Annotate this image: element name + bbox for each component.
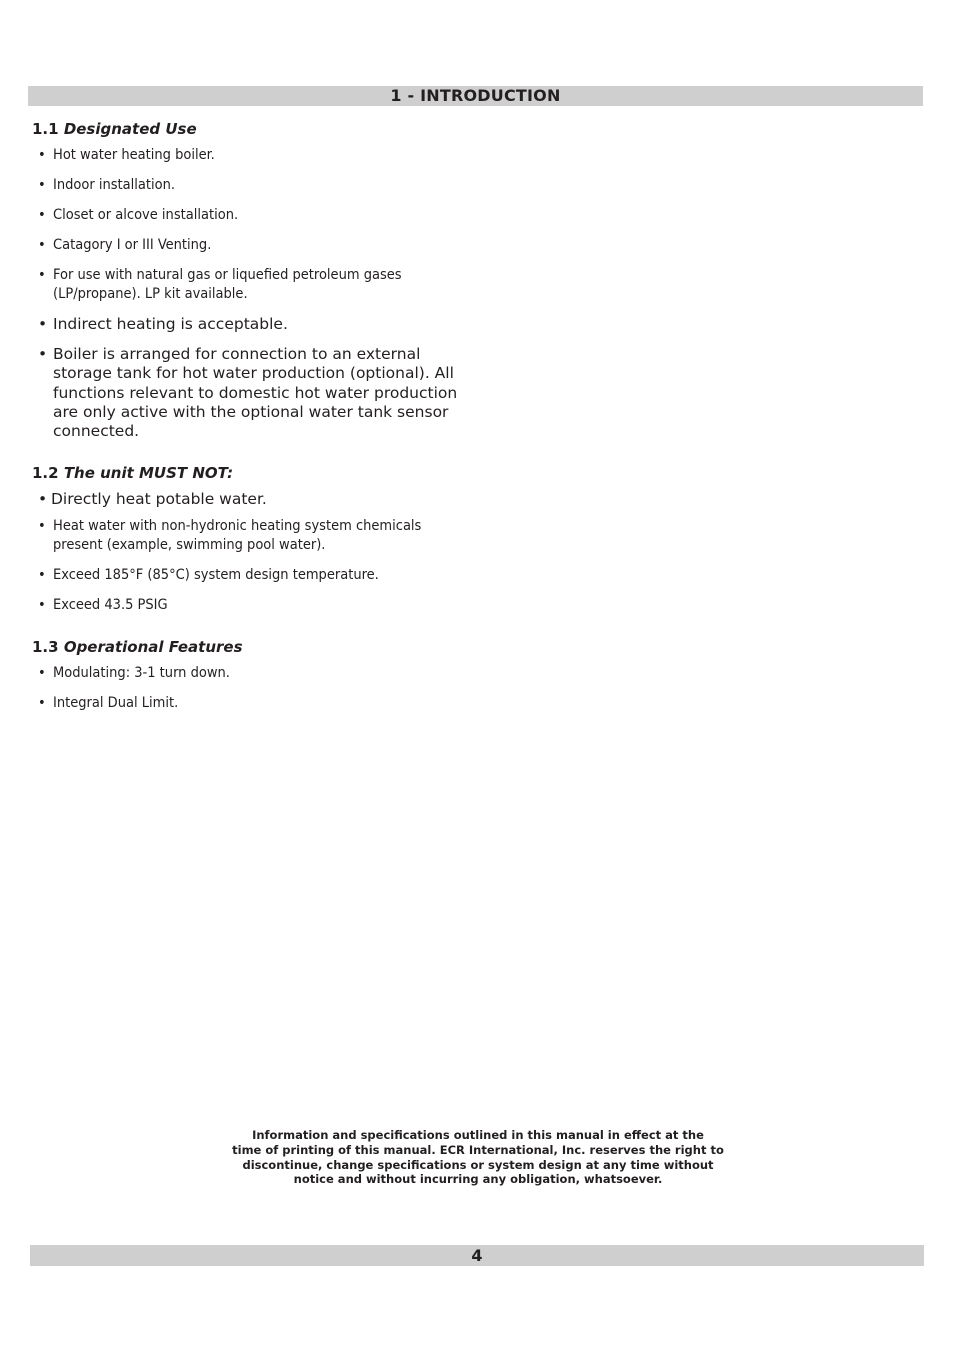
bullet-icon: • bbox=[38, 490, 48, 508]
bullet-icon: • bbox=[38, 315, 48, 333]
list-item bbox=[38, 266, 458, 304]
list-item bbox=[38, 236, 478, 255]
list-item-text: Integral Dual Limit. bbox=[53, 695, 179, 711]
section-number: 1.3 bbox=[32, 638, 59, 656]
section-number: 1.2 bbox=[32, 464, 59, 482]
disclaimer-line: Information and specifications outlined in this manual in effect at the bbox=[252, 1128, 704, 1142]
section-header-bar bbox=[28, 86, 923, 106]
list-item bbox=[38, 596, 478, 615]
list-item-text: Catagory I or III Venting. bbox=[53, 237, 212, 253]
bullet-icon: • bbox=[38, 207, 46, 223]
list-item-text: Hot water heating boiler. bbox=[53, 147, 215, 163]
list-item bbox=[38, 566, 478, 585]
list-item-text: Heat water with non-hydronic heating system chemicals present (example, swimming pool water). bbox=[53, 518, 422, 553]
section-number: 1.1 bbox=[32, 120, 59, 138]
section-title: The unit MUST NOT: bbox=[63, 464, 234, 482]
bullet-icon: • bbox=[38, 345, 48, 363]
disclaimer-line: notice and without incurring any obligation, whatsoever. bbox=[293, 1172, 663, 1187]
list-item bbox=[38, 664, 478, 683]
list-item bbox=[38, 694, 478, 713]
section-heading-unit-must-not bbox=[32, 464, 233, 482]
list-item-text: Closet or alcove installation. bbox=[53, 207, 239, 223]
section-heading-designated-use bbox=[32, 120, 197, 138]
footer-bar bbox=[30, 1245, 924, 1266]
bullet-icon: • bbox=[38, 267, 46, 283]
page-number: 4 bbox=[471, 1246, 483, 1265]
page-title: 1 - INTRODUCTION bbox=[390, 86, 561, 105]
list-item-text: Modulating: 3-1 turn down. bbox=[53, 665, 230, 681]
section-heading-operational-features bbox=[32, 638, 243, 656]
list-item-text: Exceed 185°F (85°C) system design temperature. bbox=[53, 567, 379, 583]
list-item-text: Boiler is arranged for connection to an external storage tank for hot water production (optional). All functions relevant to domestic hot water production are only active with the optional water tank sensor connected. bbox=[53, 345, 458, 441]
bullet-icon: • bbox=[38, 237, 46, 253]
list-item bbox=[38, 345, 470, 441]
list-item bbox=[38, 206, 478, 225]
section-title: Operational Features bbox=[63, 638, 243, 656]
disclaimer-line: time of printing of this manual. ECR International, Inc. reserves the right to bbox=[232, 1142, 724, 1157]
list-item bbox=[38, 517, 468, 555]
list-item-text: For use with natural gas or liquefied petroleum gases (LP/propane). LP kit available. bbox=[53, 267, 402, 302]
list-item bbox=[38, 490, 478, 509]
bullet-icon: • bbox=[38, 518, 46, 534]
list-item-text: Directly heat potable water. bbox=[51, 490, 267, 508]
bullet-icon: • bbox=[38, 177, 46, 193]
section-title: Designated Use bbox=[63, 120, 197, 138]
list-item-text: Indirect heating is acceptable. bbox=[53, 315, 288, 333]
disclaimer-line: discontinue, change specifications or system design at any time without bbox=[242, 1157, 714, 1172]
disclaimer-note bbox=[200, 1128, 756, 1187]
bullet-icon: • bbox=[38, 147, 46, 163]
list-item bbox=[38, 315, 478, 334]
bullet-icon: • bbox=[38, 665, 46, 681]
list-item bbox=[38, 176, 478, 195]
list-item-text: Indoor installation. bbox=[53, 177, 176, 193]
bullet-icon: • bbox=[38, 597, 46, 613]
list-item bbox=[38, 146, 478, 165]
bullet-icon: • bbox=[38, 567, 46, 583]
bullet-icon: • bbox=[38, 695, 46, 711]
list-item-text: Exceed 43.5 PSIG bbox=[53, 597, 168, 613]
